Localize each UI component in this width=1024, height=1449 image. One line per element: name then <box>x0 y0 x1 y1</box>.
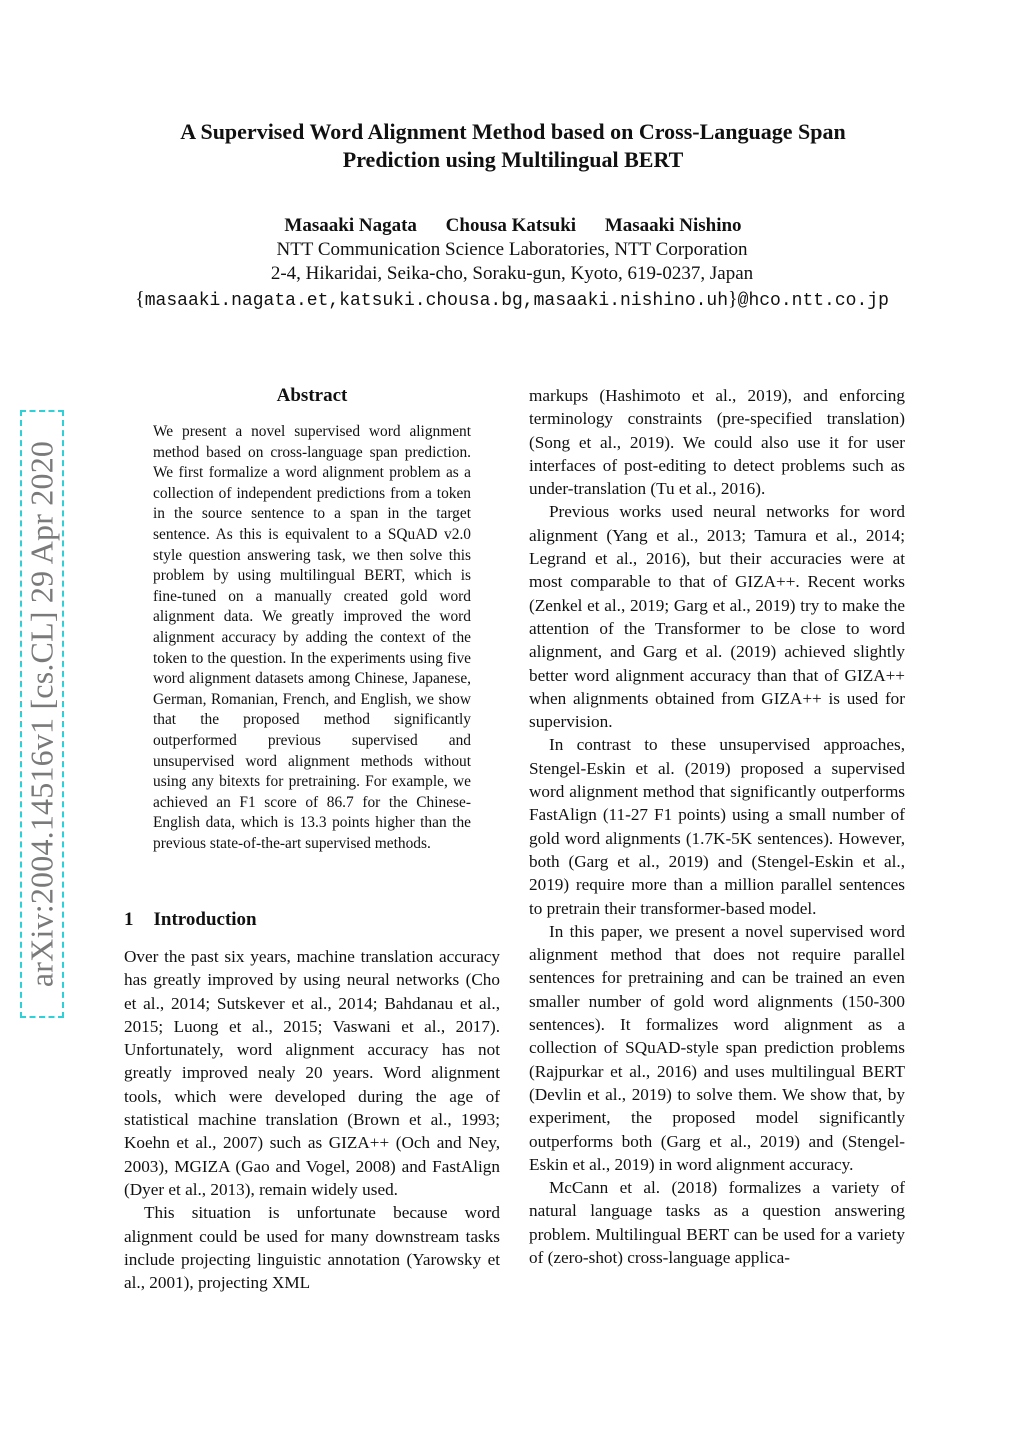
author-emails <box>40 286 984 314</box>
paper-title <box>110 118 916 174</box>
intro-paragraph-6: McCann et al. (2018) formalizes a variety of natural language tasks as a question answering problem. Multilingual BERT can be used for a variety of (zero-shot) cross-language applica- <box>529 1178 905 1267</box>
author-name: Chousa Katsuki <box>445 215 577 236</box>
section-heading <box>124 908 500 932</box>
author-name: Masaaki Nishino <box>604 215 742 236</box>
left-column-body <box>124 945 500 1294</box>
intro-paragraph-4: In contrast to these unsupervised approaches, Stengel-Eskin et al. (2019) proposed a supervised word alignment method that significantly outperforms FastAlign (11-27 F1 points) using a small number of gold word alignments (1.7K-5K sentences). However, both (Garg et al., 2019) and (Stengel-Eskin et al., 2019) require more than a million parallel sentences to pretrain their transformer-based model. <box>529 735 905 918</box>
author-name: Masaaki Nagata <box>284 215 417 236</box>
intro-paragraph-3: Previous works used neural networks for word alignment (Yang et al., 2013; Tamura et al., 2014; Legrand et al., 2016), but their accuracies were at most comparable to that of GIZA++. Recent works (Zenkel et al., 2019; Garg et al., 2019) try to make the attention of the Transformer to be close to word alignment, and Garg et al. (2019) achieved slightly better word alignment accuracy than that of GIZA++ when alignments obtained from GIZA++ is used for supervision. <box>529 502 905 732</box>
author-list <box>110 214 916 238</box>
right-column-body <box>529 384 905 1269</box>
arxiv-stamp[interactable]: arXiv:2004.14516v1 [cs.CL] 29 Apr 2020 <box>23 440 60 988</box>
address: 2-4, Hikaridai, Seika-cho, Soraku-gun, Kyoto, 619-0237, Japan <box>270 263 754 284</box>
section-title: Introduction <box>153 909 257 930</box>
affiliation: NTT Communication Science Laboratories, NTT Corporation <box>276 239 748 260</box>
email-open-brace: { <box>135 288 145 310</box>
intro-paragraph-2-continued: markups (Hashimoto et al., 2019), and enforcing terminology constraints (pre-specified translation) (Song et al., 2019). We could also use it for user interfaces of post-editing to detect problems such as under-translation (Tu et al., 2016). <box>529 386 905 499</box>
title-line-1: A Supervised Word Alignment Method based on Cross-Language Span <box>180 119 846 144</box>
intro-paragraph-5: In this paper, we present a novel supervised word alignment method that does not require parallel sentences for pretraining and can be trained an even smaller number of gold word alignments (150-300 sentences). It formalizes word alignment as a collection of SQuAD-style span prediction problems (Rajpurkar et al., 2016) and uses multilingual BERT (Devlin et al., 2019) to solve them. We show that, by experiment, the proposed model significantly outperforms both (Garg et al., 2019) and (Stengel-Eskin et al., 2019) in word alignment accuracy. <box>529 921 905 1174</box>
intro-paragraph-1: Over the past six years, machine translation accuracy has greatly improved by using neural networks (Cho et al., 2014; Sutskever et al., 2014; Bahdanau et al., 2015; Luong et al., 2015; Vaswani et al., 2017). Unfortunately, word alignment accuracy has not greatly improved nealy 20 years. Word alignment tools, which were developed during the age of statistical machine translation (Brown et al., 1993; Koehn et al., 2007) such as GIZA++ (Och and Ney, 2003), MGIZA (Gao and Vogel, 2008) and FastAlign (Dyer et al., 2013), remain widely used. <box>124 947 500 1199</box>
email-domain: @hco.ntt.co.jp <box>737 291 889 311</box>
section-number: 1 <box>124 909 134 930</box>
email-users: masaaki.nagata.et,katsuki.chousa.bg,masaaki.nishino.uh <box>144 291 729 311</box>
abstract-heading: Abstract <box>276 385 348 406</box>
intro-paragraph-2: This situation is unfortunate because word alignment could be used for many downstream tasks include projecting linguistic annotation (Yarowsky et al., 2001), projecting XML <box>124 1203 500 1293</box>
abstract-text: We present a novel supervised word alignment method based on cross-language span prediction. We first formalize a word alignment problem as a collection of independent predictions from a token in the source sentence to a span in the target sentence. As this is equivalent to a SQuAD v2.0 style question answering task, we then solve this problem by using multilingual BERT, which is fine-tuned on a manually created gold word alignment data. We greatly improved the word alignment accuracy by adding the context of the token to the question. In the experiments using five word alignment datasets among Chinese, Japanese, German, Romanian, French, and English, we show that the proposed method significantly outperformed previous supervised and unsupervised word alignment methods without using any bitexts for pretraining. For example, we achieved an F1 score of 86.7 for the Chinese-English data, which is 13.3 points higher than the previous state-of-the-art supervised methods. <box>153 423 471 852</box>
email-close-brace: } <box>728 288 738 310</box>
title-line-2: Prediction using Multilingual BERT <box>342 147 684 172</box>
